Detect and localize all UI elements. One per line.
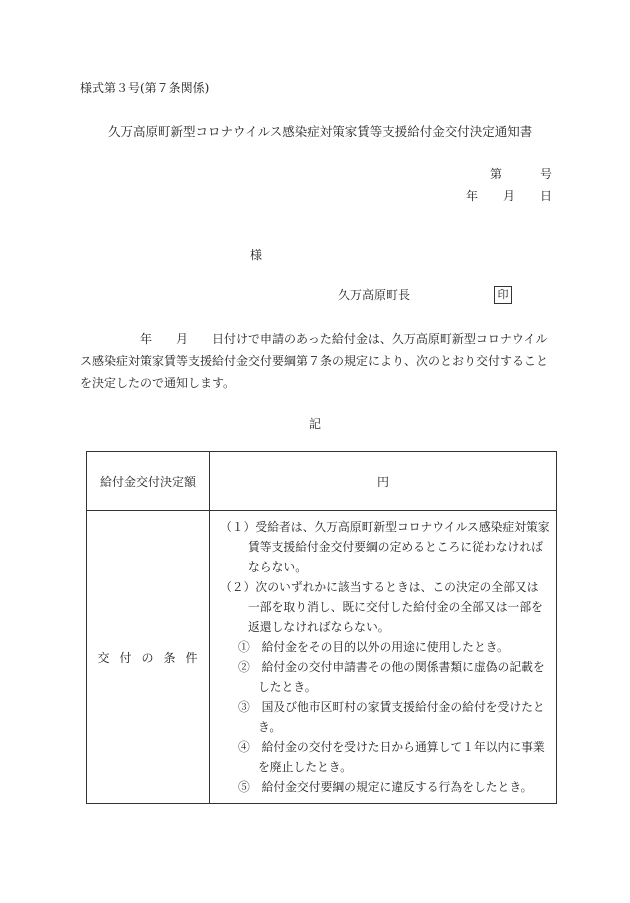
number-dai: 第 [490,167,503,181]
addressee: 様 [250,248,263,262]
body-text: 日付けで申請のあった給付金は、久万高原町新型コロナウイルス感染症対策家賃等支援給付金交付要綱第７条の規定により、次のとおり交付することを決定したので通知します。 [80,332,549,390]
notification-body [80,328,554,394]
conditions-list [210,511,557,804]
conditions-row [87,511,557,804]
amount-label: 給付金交付決定額 [87,452,210,511]
condition-subitem: ③ 国及び他市区町村の家賃支援給付金の給付を受けたとき。 [238,700,545,734]
amount-row [87,452,557,511]
condition-subitem: ④ 給付金の交付を受けた日から通算して１年以内に事業を廃止したとき。 [238,740,545,774]
document-title: 久万高原町新型コロナウイルス感染症対策家賃等支援給付金交付決定通知書 [108,124,533,139]
body-year: 年 [140,332,153,346]
amount-value: 円 [210,452,557,511]
form-label: 様式第３号(第７条関係) [80,81,210,95]
date-year: 年 [466,189,479,203]
issuer: 久万高原町長 [338,288,411,302]
ki-heading: 記 [309,417,322,431]
body-month: 月 [176,332,189,346]
document-number-line [490,168,552,180]
date-month: 月 [502,189,515,203]
date-day: 日 [539,189,552,203]
condition-subitem: ① 給付金をその目的以外の用途に使用したとき。 [238,640,509,654]
condition-item: （１）受給者は、久万高原町新型コロナウイルス感染症対策家賃等支援給付金交付要綱の定めるところに従わなければならない。 [220,520,550,574]
seal-stamp: 印 [494,286,512,304]
document-date-line [466,190,552,202]
conditions-label: 交付の条件 [87,511,210,804]
grant-decision-table [86,451,557,804]
number-go: 号 [539,167,552,181]
condition-item: （２）次のいずれかに該当するときは、この決定の全部又は一部を取り消し、既に交付した給付金の全部又は一部を返還しなければならない。 [220,580,543,634]
condition-subitem: ② 給付金の交付申請書その他の関係書類に虚偽の記載をしたとき。 [238,660,545,694]
condition-subitem: ⑤ 給付金交付要綱の規定に違反する行為をしたとき。 [238,780,533,794]
